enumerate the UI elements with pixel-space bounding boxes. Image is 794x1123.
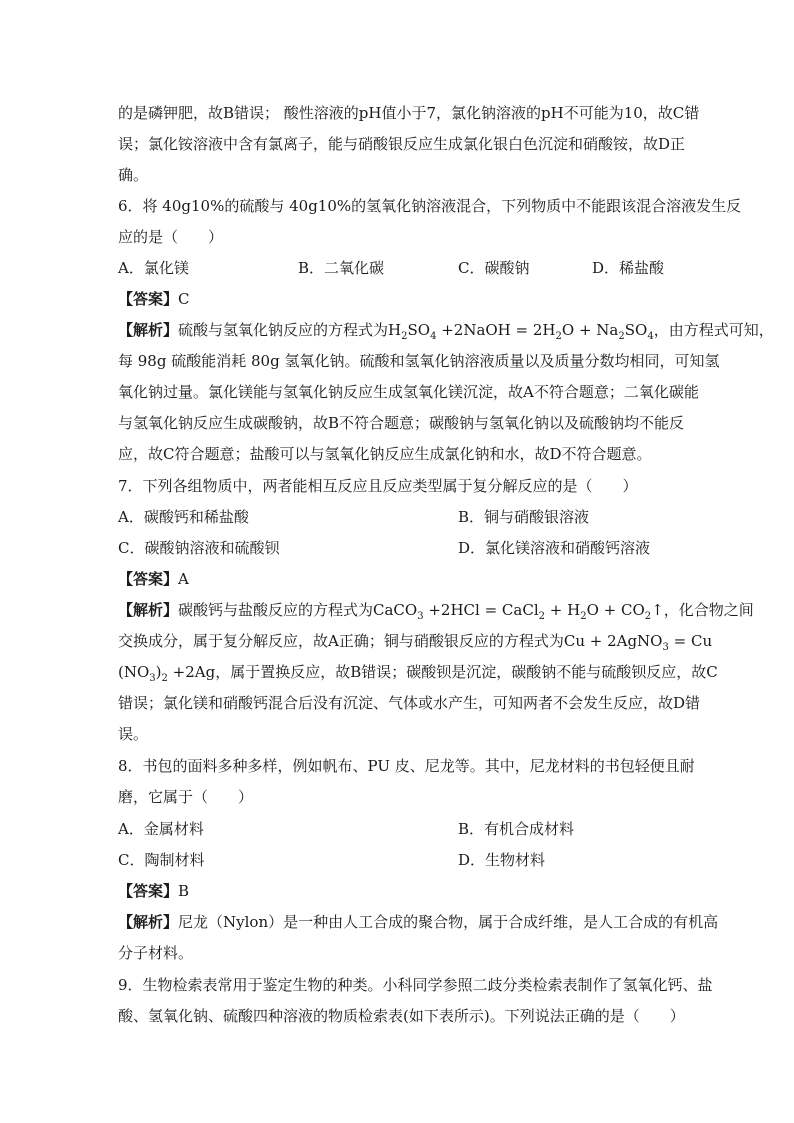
answer-7 <box>118 569 678 589</box>
question-8-stem: 8．书包的面料多种多样，例如帆布、PU 皮、尼龙等。其中，尼龙材料的书包轻便且耐 <box>118 757 695 775</box>
subscript: 2 <box>618 331 625 342</box>
text-line: 错误；氯化镁和硝酸钙混合后没有沉淀、气体或水产生，可知两者不会发生反应，故D错 <box>118 694 701 712</box>
option-a: A．金属材料 <box>118 820 204 838</box>
explanation-6-line1 <box>118 320 774 342</box>
answer-6 <box>118 289 678 309</box>
answer-tag: 【答案】 <box>118 882 179 900</box>
answer-value: C <box>178 290 190 308</box>
question-9-stem: 9．生物检索表常用于鉴定生物的种类。小科同学参照二歧分类检索表制作了氢氧化钙、盐 <box>118 976 713 994</box>
subscript: 2 <box>538 611 546 622</box>
subscript: 4 <box>430 331 437 342</box>
text-line: 确。 <box>118 166 149 184</box>
subscript: 2 <box>580 611 587 622</box>
text: = Cu <box>668 632 713 650</box>
explanation-tag: 【解析】 <box>118 321 179 339</box>
explanation-tag: 【解析】 <box>118 601 179 619</box>
text: O + Na <box>561 321 619 339</box>
text: +2NaOH = 2H <box>436 321 556 339</box>
question-6-stem-cont: 应的是（ ） <box>118 228 224 246</box>
answer-value: B <box>178 882 190 900</box>
text-line: 氧化钠过量。氯化镁能与氢氧化钠反应生成氢氧化镁沉淀，故A不符合题意；二氧化碳能 <box>118 383 699 401</box>
text: 硫酸与氢氧化钠反应的方程式为H <box>178 321 402 339</box>
question-9-stem-cont: 酸、氢氧化钠、硫酸四种溶液的物质检索表(如下表所示)。下列说法正确的是（ ） <box>118 1007 685 1025</box>
subscript: 3 <box>662 642 669 653</box>
explanation-tag: 【解析】 <box>118 913 179 931</box>
text: SO <box>624 321 648 339</box>
option-c: C．碳酸钠溶液和硫酸钡 <box>118 539 280 557</box>
text: 碳酸钙与盐酸反应的方程式为CaCO <box>178 601 418 619</box>
option-d: D．稀盐酸 <box>592 259 665 277</box>
explanation-7-line3 <box>118 662 718 684</box>
text: + H <box>545 601 581 619</box>
subscript: 3 <box>417 611 424 622</box>
option-b: B．铜与硝酸银溶液 <box>458 508 590 526</box>
answer-tag: 【答案】 <box>118 290 179 308</box>
subscript: 2 <box>401 331 408 342</box>
text-line: 的是磷钾肥，故B错误； 酸性溶液的pH值小于7，氯化钠溶液的pH不可能为10，故C错 <box>118 104 700 122</box>
option-d: D．氯化镁溶液和硝酸钙溶液 <box>458 539 651 557</box>
option-d: D．生物材料 <box>458 851 546 869</box>
option-b: B．有机合成材料 <box>458 820 575 838</box>
explanation-7-line1 <box>118 600 754 622</box>
subscript: 2 <box>644 611 652 622</box>
explanation-8-line1 <box>118 912 719 932</box>
question-7-stem: 7．下列各组物质中，两者能相互反应且反应类型属于复分解反应的是（ ） <box>118 477 638 495</box>
text: 交换成分，属于复分解反应，故A正确；铜与硝酸银反应的方程式为Cu + 2AgNO <box>118 632 663 650</box>
option-a: A．氯化镁 <box>118 259 189 277</box>
answer-value: A <box>178 570 189 588</box>
text-line: 误；氯化铵溶液中含有氯离子，能与硝酸银反应生成氯化银白色沉淀和硝酸铵，故D正 <box>118 135 686 153</box>
text-line: 误。 <box>118 725 149 743</box>
option-c: C．陶制材料 <box>118 851 205 869</box>
text-line: 分子材料。 <box>118 944 194 962</box>
text: ↑，化合物之间 <box>651 601 754 619</box>
option-c: C．碳酸钠 <box>458 259 530 277</box>
text-line: 每 98g 硫酸能消耗 80g 氢氧化钠。硫酸和氢氧化钠溶液质量以及质量分数均相同，可知氢 <box>118 352 720 370</box>
explanation-7-line2 <box>118 631 713 653</box>
text-line: 应，故C符合题意；盐酸可以与氢氧化钠反应生成氯化钠和水，故D不符合题意。 <box>118 445 652 463</box>
text: 尼龙（Nylon）是一种由人工合成的聚合物，属于合成纤维，是人工合成的有机高 <box>178 913 719 931</box>
question-6-stem: 6．将 40g10%的硫酸与 40g10%的氢氧化钠溶液混合，下列物质中不能跟该混合溶液发生反 <box>118 197 742 215</box>
text: ，由方程式可知， <box>653 321 774 339</box>
subscript: 2 <box>555 331 562 342</box>
answer-8 <box>118 881 678 901</box>
option-b: B．二氧化碳 <box>298 259 385 277</box>
subscript: 3 <box>149 673 156 684</box>
text-line: 与氢氧化钠反应生成碳酸钠，故B不符合题意；碳酸钠与氢氧化钠以及硫酸钠均不能反 <box>118 414 685 432</box>
text: SO <box>407 321 431 339</box>
text: O + CO <box>586 601 645 619</box>
subscript: 2 <box>161 673 168 684</box>
text: (NO <box>118 663 150 681</box>
text: +2HCl = CaCl <box>423 601 539 619</box>
text: +2Ag，属于置换反应，故B错误；碳酸钡是沉淀，碳酸钠不能与硫酸钡反应，故C <box>167 663 718 681</box>
option-a: A．碳酸钙和稀盐酸 <box>118 508 249 526</box>
answer-tag: 【答案】 <box>118 570 179 588</box>
text: ) <box>155 663 162 681</box>
subscript: 4 <box>647 331 654 342</box>
question-8-stem-cont: 磨，它属于（ ） <box>118 788 254 806</box>
